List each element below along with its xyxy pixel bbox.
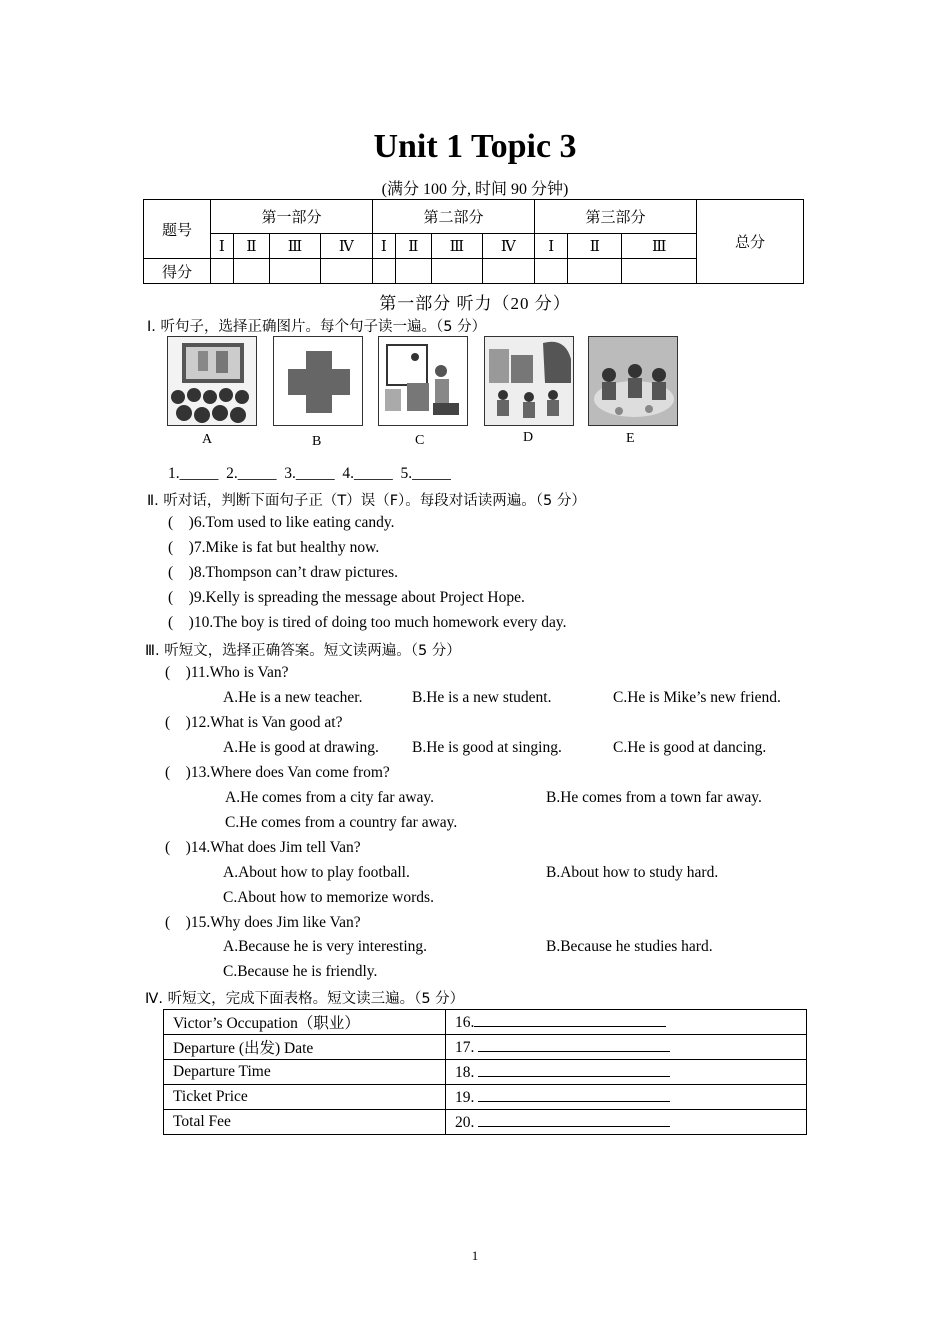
item-number: 18. (455, 1064, 479, 1081)
item-number: 20. (455, 1114, 479, 1131)
form-label: Departure Time (164, 1060, 446, 1085)
table-row (164, 1085, 807, 1110)
section3-heading: Ⅲ. 听短文，选择正确答案。短文读两遍。（5 分） (145, 643, 461, 659)
tf-item[interactable]: ( )8.Thompson can’t draw pictures. (168, 564, 399, 581)
header-part1: 第一部分 (211, 200, 373, 234)
form-label: Ticket Price (164, 1085, 446, 1110)
score-cell[interactable] (568, 259, 622, 284)
info-form-table (163, 1009, 807, 1135)
sub-col: Ⅲ (622, 234, 697, 259)
question-14[interactable]: ( )14.What does Jim tell Van? (165, 839, 361, 856)
answer-blank[interactable] (474, 1012, 666, 1027)
item-number: 17. (455, 1039, 479, 1056)
item-number: 16. (455, 1014, 475, 1031)
cinema-audience-icon (167, 336, 257, 426)
option[interactable]: A.Because he is very interesting. (223, 938, 428, 955)
answer-blanks[interactable]: 1._____ 2._____ 3._____ 4._____ 5._____ (168, 465, 451, 482)
messy-eating-icon (588, 336, 678, 426)
answer-blank[interactable] (478, 1112, 670, 1127)
header-part3: 第三部分 (534, 200, 696, 234)
score-cell[interactable] (432, 259, 482, 284)
form-answer[interactable] (446, 1035, 807, 1060)
page-title: Unit 1 Topic 3 (373, 128, 577, 165)
question-11[interactable]: ( )11.Who is Van? (165, 664, 289, 681)
tf-item[interactable]: ( )6.Tom used to like eating candy. (168, 514, 395, 531)
sub-col: Ⅱ (395, 234, 432, 259)
sub-col: Ⅰ (372, 234, 395, 259)
question-15[interactable]: ( )15.Why does Jim like Van? (165, 914, 361, 931)
form-answer[interactable] (446, 1010, 807, 1035)
answer-blank[interactable] (478, 1062, 670, 1077)
option[interactable]: C.He is good at dancing. (613, 739, 767, 756)
page-subtitle: (满分 100 分, 时间 90 分钟) (381, 181, 569, 198)
sub-col: Ⅰ (534, 234, 567, 259)
table-row (164, 1010, 807, 1035)
score-cell[interactable] (372, 259, 395, 284)
table-row (164, 1035, 807, 1060)
page-number: 1 (471, 1248, 479, 1263)
answer-blank[interactable] (478, 1037, 670, 1052)
red-cross-icon (273, 336, 363, 426)
tf-item[interactable]: ( )9.Kelly is spreading the message about Project Hope. (168, 589, 525, 606)
answer-blank[interactable] (478, 1087, 670, 1102)
option[interactable]: B.Because he studies hard. (546, 938, 713, 955)
score-cell[interactable] (270, 259, 320, 284)
sub-col: Ⅲ (432, 234, 482, 259)
option[interactable]: B.He is good at singing. (412, 739, 562, 756)
sub-col: Ⅲ (270, 234, 320, 259)
option[interactable]: A.He is a new teacher. (223, 689, 363, 706)
table-row (164, 1110, 807, 1135)
header-part2: 第二部分 (372, 200, 534, 234)
picture-label: C (415, 433, 425, 448)
picture-label: D (523, 430, 534, 445)
form-answer[interactable] (446, 1085, 807, 1110)
picture-label: E (626, 431, 635, 446)
score-cell[interactable] (482, 259, 534, 284)
sub-col: Ⅳ (482, 234, 534, 259)
sub-col: Ⅳ (320, 234, 372, 259)
children-playing-icon (484, 336, 574, 426)
score-cell[interactable] (622, 259, 697, 284)
form-label: Total Fee (164, 1110, 446, 1135)
tf-item[interactable]: ( )7.Mike is fat but healthy now. (168, 539, 380, 556)
question-13[interactable]: ( )13.Where does Van come from? (165, 764, 390, 781)
option[interactable]: B.About how to study hard. (546, 864, 719, 881)
option[interactable]: A.He is good at drawing. (223, 739, 379, 756)
score-row-label: 得分 (144, 259, 211, 284)
option[interactable]: B.He is a new student. (412, 689, 552, 706)
question-12[interactable]: ( )12.What is Van good at? (165, 714, 343, 731)
score-cell[interactable] (534, 259, 567, 284)
option[interactable]: A.He comes from a city far away. (225, 789, 435, 806)
sub-col: Ⅰ (211, 234, 234, 259)
reading-chair-icon (378, 336, 468, 426)
sub-col: Ⅱ (233, 234, 270, 259)
section1-heading: Ⅰ. 听句子，选择正确图片。每个句子读一遍。（5 分） (147, 319, 487, 335)
score-cell[interactable] (320, 259, 372, 284)
table-row (164, 1060, 807, 1085)
option[interactable]: C.About how to memorize words. (223, 889, 434, 906)
option[interactable]: A.About how to play football. (223, 864, 410, 881)
form-answer[interactable] (446, 1060, 807, 1085)
score-cell[interactable] (233, 259, 270, 284)
item-number: 19. (455, 1089, 479, 1106)
section2-heading: Ⅱ. 听对话，判断下面句子正（T）误（F）。每段对话读两遍。（5 分） (147, 493, 586, 509)
tf-item[interactable]: ( )10.The boy is tired of doing too much homework every day. (168, 614, 567, 631)
form-label: Departure (出发) Date (164, 1035, 446, 1060)
form-answer[interactable] (446, 1110, 807, 1135)
score-cell[interactable] (395, 259, 432, 284)
option[interactable]: B.He comes from a town far away. (546, 789, 762, 806)
score-cell[interactable] (211, 259, 234, 284)
picture-label: A (202, 432, 213, 447)
option[interactable]: C.He comes from a country far away. (225, 814, 458, 831)
header-total: 总分 (697, 200, 804, 284)
part1-title: 第一部分 听力（20 分） (379, 294, 571, 313)
section4-heading: Ⅳ. 听短文，完成下面表格。短文读三遍。（5 分） (145, 991, 465, 1007)
score-table (143, 199, 804, 284)
form-label: Victor’s Occupation（职业） (164, 1010, 446, 1035)
option[interactable]: C.He is Mike’s new friend. (613, 689, 781, 706)
option[interactable]: C.Because he is friendly. (223, 963, 378, 980)
picture-label: B (312, 434, 322, 449)
sub-col: Ⅱ (568, 234, 622, 259)
header-item-number: 题号 (144, 200, 211, 259)
